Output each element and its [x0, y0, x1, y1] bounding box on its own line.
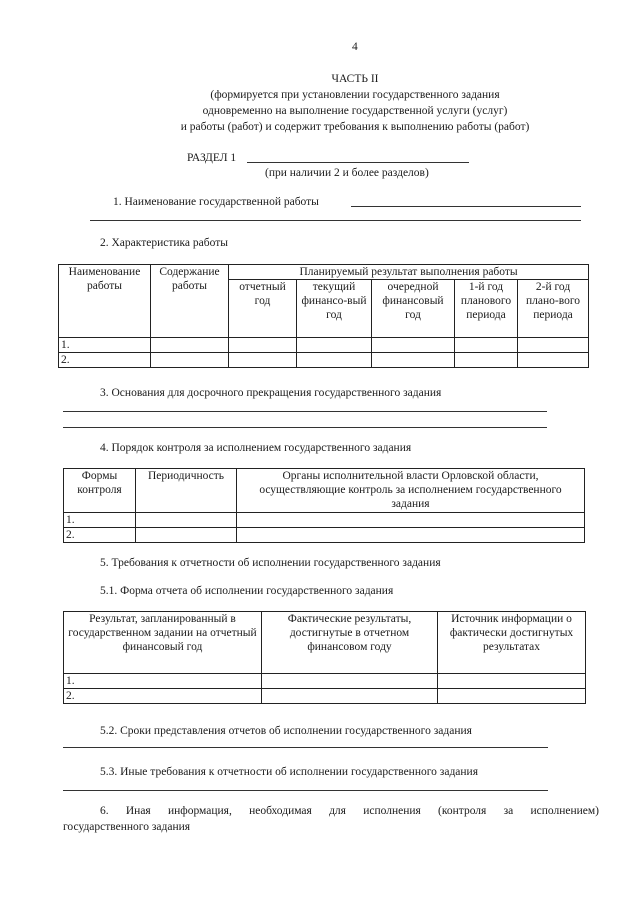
- section-blank-line: [247, 162, 469, 163]
- control-procedure-table: [63, 468, 585, 543]
- item2-label: 2. Характеристика работы: [100, 237, 228, 249]
- col-work-name: Наименование работы: [59, 265, 151, 338]
- item6-line1: 6. Иная информация, необходимая для исполнения (контроля за исполнением): [100, 805, 599, 817]
- col-next-year: очередной финансовый год: [372, 280, 455, 338]
- item5-label: 5. Требования к отчетности об исполнении государственного задания: [100, 557, 441, 569]
- page-number: 4: [352, 41, 358, 53]
- col-info-source: Источник информации о фактически достигнутых результатах: [438, 612, 586, 674]
- part-subtitle-line3: и работы (работ) и содержит требования к выполнению работы (работ): [180, 121, 530, 133]
- table-row: [64, 689, 586, 704]
- cell-input[interactable]: [151, 338, 229, 353]
- cell-input[interactable]: [455, 353, 518, 368]
- col-reporting-year: отчетный год: [229, 280, 297, 338]
- col-periodicity: Периодичность: [136, 469, 237, 513]
- col-planned-result: Результат, запланированный в государственном задании на отчетный финансовый год: [64, 612, 262, 674]
- row-number: 2.: [64, 528, 136, 543]
- cell-input[interactable]: [438, 674, 586, 689]
- part-header: [60, 71, 640, 135]
- item1-blank-line-1: [351, 206, 581, 207]
- item1-blank-line-2: [90, 220, 581, 221]
- cell-input[interactable]: [518, 353, 589, 368]
- table-row: [59, 338, 589, 353]
- row-number: 1.: [59, 338, 151, 353]
- col-plan-year-1: 1-й год планового периода: [455, 280, 518, 338]
- section-note: (при наличии 2 и более разделов): [265, 167, 429, 179]
- item52-blank-line: [63, 747, 548, 748]
- cell-input[interactable]: [237, 513, 585, 528]
- item3-blank-line-1: [63, 411, 547, 412]
- cell-input[interactable]: [229, 338, 297, 353]
- row-number: 1.: [64, 674, 262, 689]
- item53-label: 5.3. Иные требования к отчетности об исполнении государственного задания: [100, 766, 479, 778]
- cell-input[interactable]: [455, 338, 518, 353]
- cell-input[interactable]: [229, 353, 297, 368]
- cell-input[interactable]: [136, 528, 237, 543]
- table-row: [64, 674, 586, 689]
- part-subtitle-line1: (формируется при установлении государственного задания: [210, 89, 500, 101]
- table-row: [64, 528, 585, 543]
- cell-input[interactable]: [297, 338, 372, 353]
- cell-input[interactable]: [237, 528, 585, 543]
- table-row: [59, 353, 589, 368]
- part-subtitle-line2: одновременно на выполнение государственной услуги (услуг): [202, 105, 508, 117]
- item1-label: 1. Наименование государственной работы: [113, 196, 319, 208]
- cell-input[interactable]: [438, 689, 586, 704]
- work-characteristics-table: [58, 264, 589, 368]
- col-executive-bodies: Органы исполнительной власти Орловской области, осуществляющие контроль за исполнением государственного задания: [237, 469, 585, 513]
- cell-input[interactable]: [372, 353, 455, 368]
- part-title: ЧАСТЬ II: [331, 73, 379, 85]
- cell-input[interactable]: [518, 338, 589, 353]
- item51-label: 5.1. Форма отчета об исполнении государственного задания: [100, 585, 394, 597]
- report-form-table: [63, 611, 586, 704]
- item3-blank-line-2: [63, 427, 547, 428]
- row-number: 1.: [64, 513, 136, 528]
- item4-label: 4. Порядок контроля за исполнением государственного задания: [100, 442, 412, 454]
- item6-paragraph: [63, 803, 599, 835]
- cell-input[interactable]: [151, 353, 229, 368]
- col-actual-results: Фактические результаты, достигнутые в отчетном финансовом году: [262, 612, 438, 674]
- row-number: 2.: [59, 353, 151, 368]
- col-plan-year-2: 2-й год плано-вого периода: [518, 280, 589, 338]
- section-label: РАЗДЕЛ 1: [187, 152, 237, 164]
- item3-label: 3. Основания для досрочного прекращения государственного задания: [100, 387, 442, 399]
- cell-input[interactable]: [297, 353, 372, 368]
- col-current-year: текущий финансо-вый год: [297, 280, 372, 338]
- col-control-forms: Формы контроля: [64, 469, 136, 513]
- cell-input[interactable]: [136, 513, 237, 528]
- col-planned-result: Планируемый результат выполнения работы: [229, 265, 589, 280]
- item6-line2: государственного задания: [63, 821, 191, 833]
- table-row: [64, 513, 585, 528]
- cell-input[interactable]: [262, 689, 438, 704]
- col-work-content: Содержание работы: [151, 265, 229, 338]
- item53-blank-line: [63, 790, 548, 791]
- cell-input[interactable]: [262, 674, 438, 689]
- item52-label: 5.2. Сроки представления отчетов об исполнении государственного задания: [100, 725, 472, 737]
- cell-input[interactable]: [372, 338, 455, 353]
- row-number: 2.: [64, 689, 262, 704]
